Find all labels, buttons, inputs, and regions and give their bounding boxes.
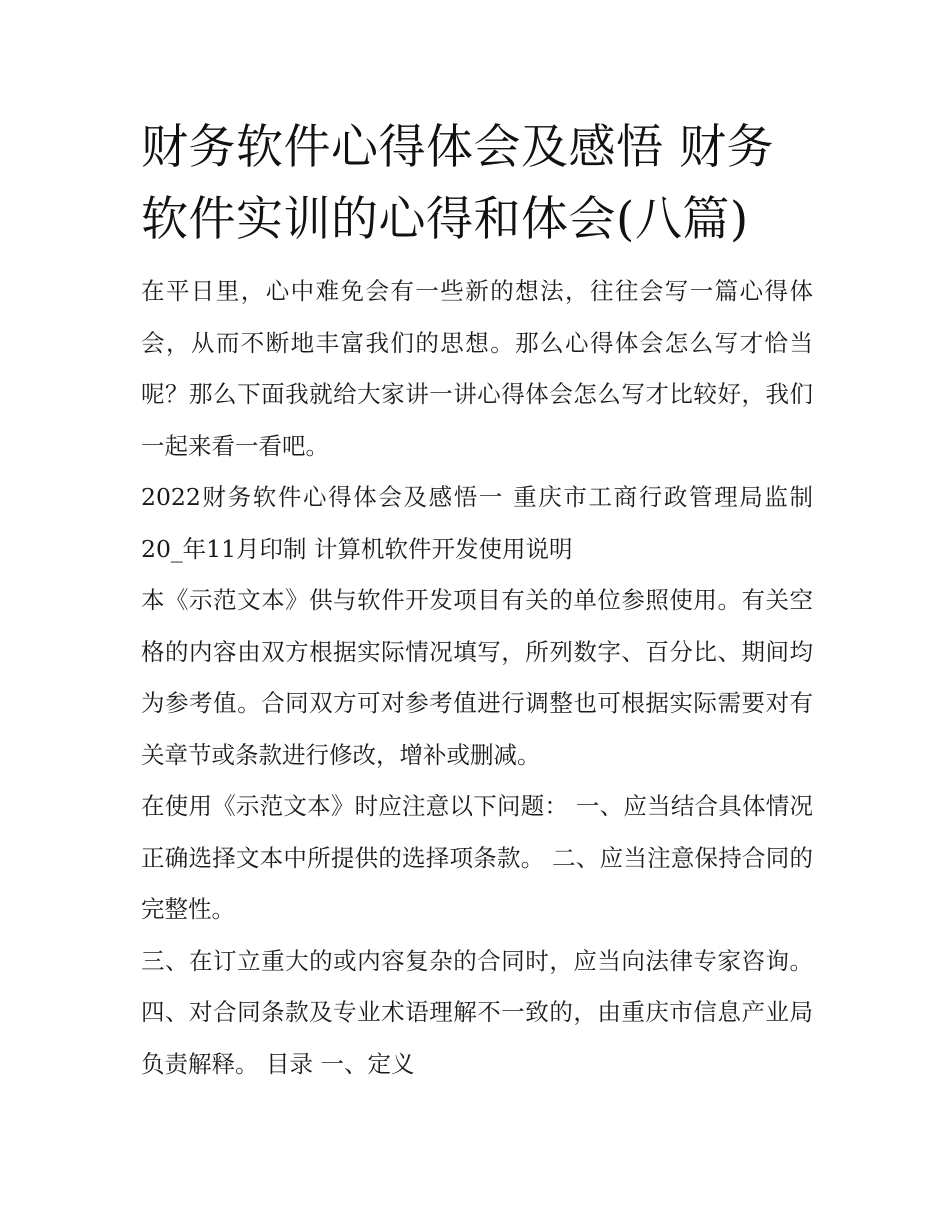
- document-page: [141, 112, 813, 1090]
- document-title: 财务软件心得体会及感悟 财务软件实训的心得和体会(八篇): [141, 120, 774, 247]
- paragraph-intro: 在平日里，心中难免会有一些新的想法，往往会写一篇心得体会，从而不断地丰富我们的思想。那么心得体会怎么写才恰当呢？那么下面我就给大家讲一讲心得体会怎么写才比较好，我们一起来看一看吧。: [141, 277, 813, 460]
- document-body: [141, 266, 813, 1090]
- paragraph-notes-2: 三、在订立重大的或内容复杂的合同时，应当向法律专家咨询。 四、对合同条款及专业术语理解不一致的，由重庆市信息产业局负责解释。 目录 一、定义: [141, 946, 813, 1078]
- paragraph-heading-info: 2022财务软件心得体会及感悟一 重庆市工商行政管理局监制 20_年11月印制 计算机软件开发使用说明: [141, 483, 813, 563]
- paragraph-notes-1: 在使用《示范文本》时应注意以下问题： 一、应当结合具体情况正确选择文本中所提供的选择项条款。 二、应当注意保持合同的完整性。: [141, 792, 813, 923]
- paragraph-template-usage: 本《示范文本》供与软件开发项目有关的单位参照使用。有关空格的内容由双方根据实际情况填写，所列数字、百分比、期间均为参考值。合同双方可对参考值进行调整也可根据实际需要对有关章节或条款进行修改，增补或删减。: [141, 586, 813, 769]
